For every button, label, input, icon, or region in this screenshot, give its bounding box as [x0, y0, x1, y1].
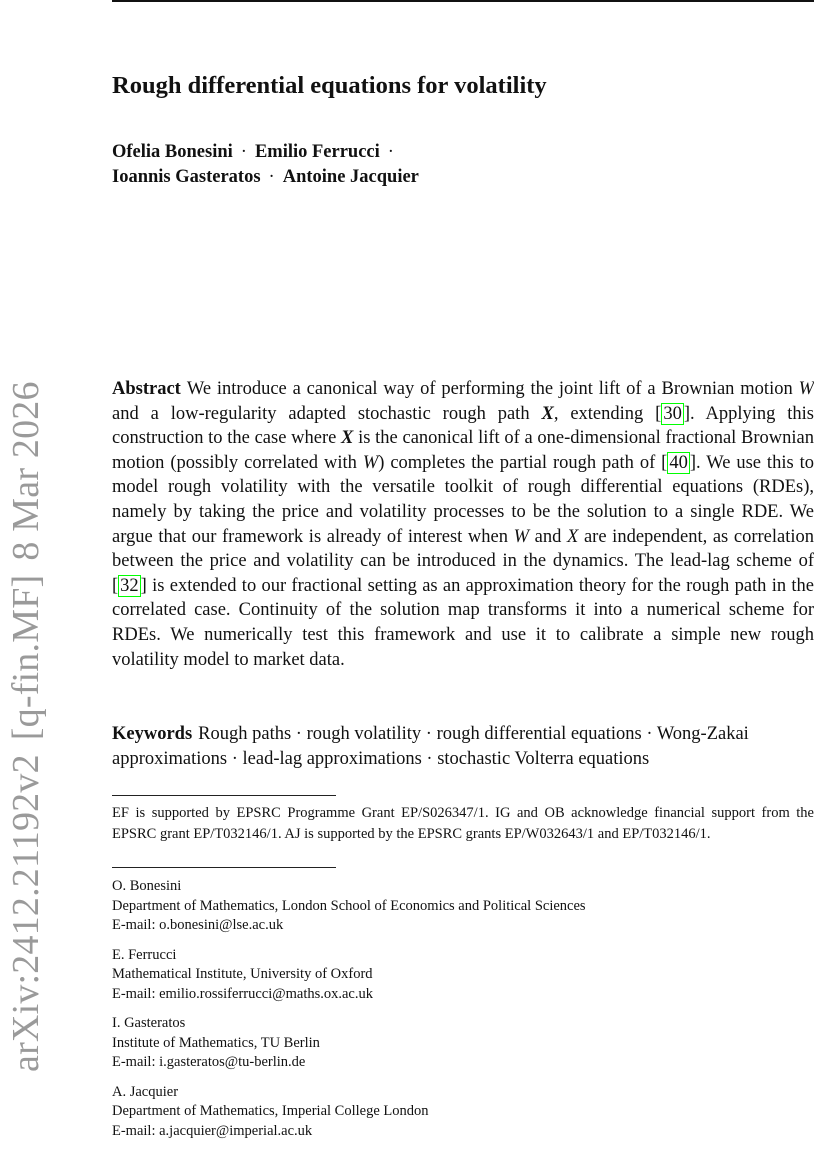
abstract-text: , extending [ [553, 403, 662, 424]
affiliation-name: A. Jacquier [112, 1083, 179, 1100]
affiliation-email[interactable]: E-mail: o.bonesini@lse.ac.uk [112, 917, 284, 933]
affiliation-dept: Mathematical Institute, University of Oxford [112, 966, 373, 982]
abstract-text: and [529, 526, 568, 547]
affiliation-name: O. Bonesini [112, 878, 182, 894]
abstract-text: ]. We use this to model rough volatility with the versatile toolkit of rough differential equations (RDEs), namely by taking the price and volatility processes to be the solution to a single RDE. We argue that our framework is already of interest when [112, 452, 814, 547]
affiliation-block [112, 1014, 812, 1073]
affiliation-dept: Institute of Mathematics, TU Berlin [112, 1034, 320, 1051]
arxiv-id: arXiv:2412.21192v2 [5, 754, 47, 1072]
arxiv-stamp [6, 312, 46, 1072]
citation-link[interactable]: 32 [120, 575, 139, 596]
math-x-bold: X [541, 403, 554, 424]
affiliation-block [112, 877, 812, 936]
author-name: Ofelia Bonesini [112, 142, 233, 162]
math-w: W [362, 452, 379, 473]
keywords-text: Rough paths · rough volatility · rough differential equations · Wong-Zakai approximations · lead-lag approximations · stochastic Volterra equations [112, 724, 749, 769]
affiliation-email[interactable]: E-mail: emilio.rossiferrucci@maths.ox.ac.uk [112, 985, 373, 1002]
arxiv-category: [q-fin.MF] [5, 574, 47, 741]
author-separator: · [240, 142, 247, 162]
affiliation-dept: Department of Mathematics, Imperial College London [112, 1103, 429, 1119]
affiliation-rule [112, 867, 336, 868]
abstract-text: We introduce a canonical way of performing the joint lift of a Brownian motion [186, 379, 799, 399]
affiliation-name: E. Ferrucci [112, 946, 177, 963]
math-w: W [798, 379, 814, 399]
math-w: W [513, 526, 530, 547]
math-x-bold: X [341, 428, 354, 449]
citation-link[interactable]: 30 [663, 403, 682, 424]
affiliation-email[interactable]: E-mail: a.jacquier@imperial.ac.uk [112, 1122, 313, 1139]
abstract-text: are independent, as correlation between the price and volatility can be introduced in the dynamics. The lead-lag scheme of [ [112, 526, 814, 596]
abstract-text: ) completes the partial rough path of [ [378, 452, 668, 473]
abstract-text: ] is extended to our fractional setting as an approximation theory for the rough path in the correlated case. Continuity of the solution map transforms it into a numerical scheme for RDEs. We numerically test this framework and use it to calibrate a simple new rough volatility model to market data. [112, 575, 814, 670]
abstract-text: is the canonical lift of a one-dimensional fractional Brownian motion (possibly correlated with [112, 428, 814, 473]
citation-link[interactable]: 40 [669, 452, 688, 473]
affiliation-email[interactable]: E-mail: i.gasteratos@tu-berlin.de [112, 1054, 306, 1070]
author-separator: · [268, 166, 275, 187]
author-row-2 [112, 165, 419, 190]
author-separator: · [387, 142, 394, 162]
author-name: Ioannis Gasteratos [112, 166, 261, 187]
abstract-text: and a low-regularity adapted stochastic rough path [112, 403, 542, 424]
affiliation-dept: Department of Mathematics, London School of Economics and Political Sciences [112, 897, 586, 914]
abstract-heading: Abstract [112, 379, 181, 399]
top-rule [112, 0, 814, 2]
funding-note: EF is supported by EPSRC Programme Grant EP/S026347/1. IG and OB acknowledge financial support from the EPSRC grant EP/T032146/1. AJ is supported by the EPSRC grants EP/W032643/1 and EP/T032146/1. [112, 805, 814, 842]
author-list [112, 140, 419, 189]
author-name: Antoine Jacquier [282, 166, 419, 187]
keywords-heading: Keywords [112, 724, 193, 744]
paper-title: Rough differential equations for volatility [112, 72, 547, 99]
affiliation-block [112, 946, 812, 1005]
arxiv-date: 8 Mar 2026 [5, 381, 47, 561]
affiliation-block [112, 1083, 812, 1142]
keywords [112, 722, 814, 771]
affiliation-name: I. Gasteratos [112, 1015, 186, 1031]
footnote-rule [112, 795, 336, 796]
abstract [112, 377, 814, 672]
abstract-text: ]. Applying this construction to the case where [112, 403, 814, 449]
math-x: X [567, 526, 579, 547]
author-name: Emilio Ferrucci [254, 142, 380, 162]
author-row-1 [112, 140, 419, 165]
affiliations [112, 877, 812, 1151]
